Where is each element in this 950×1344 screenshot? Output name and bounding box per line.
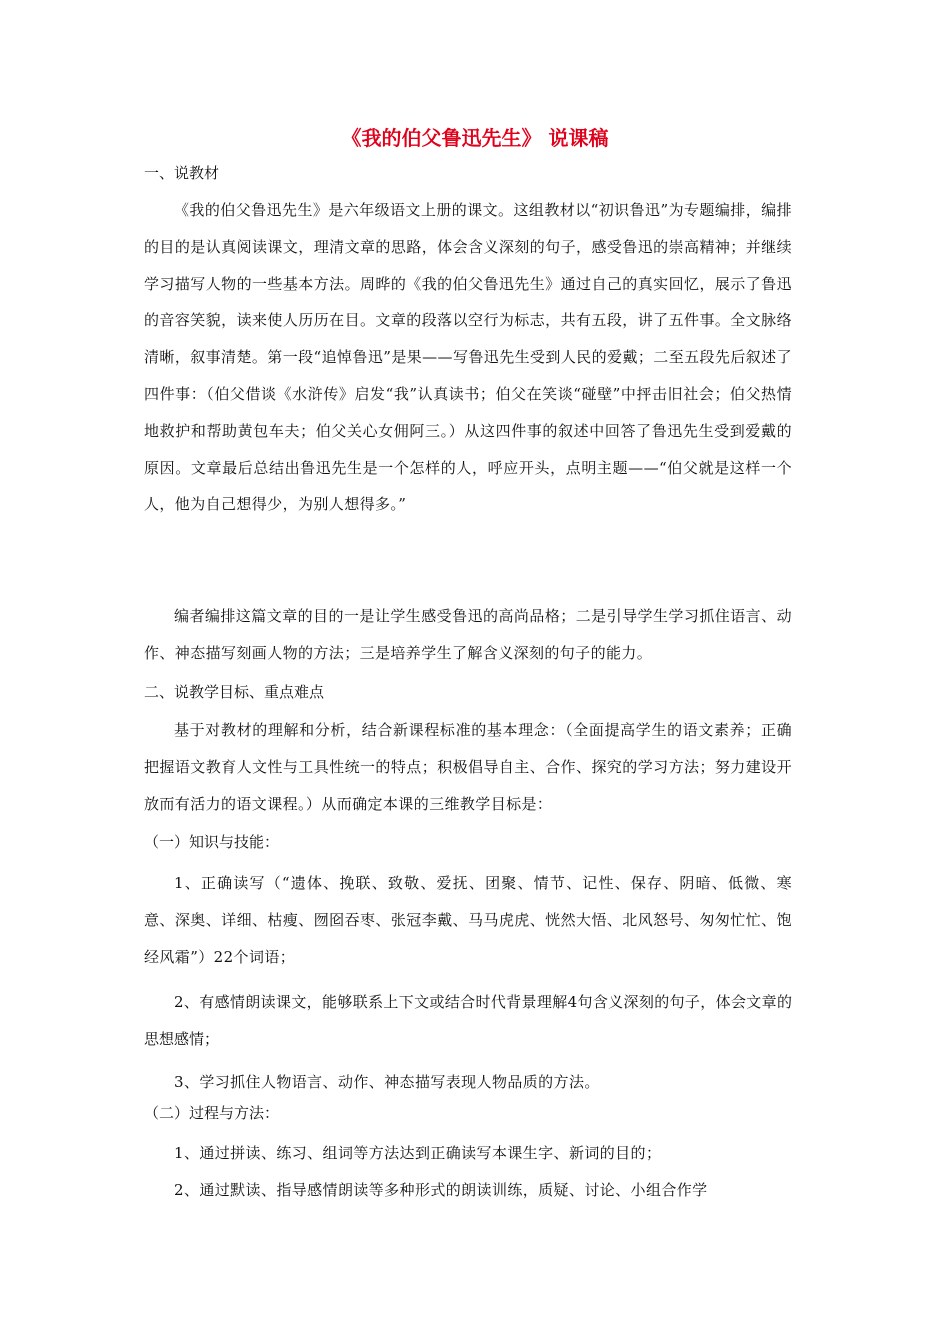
section-heading-goals: 二、说教学目标、重点难点 (144, 683, 325, 701)
paragraph-textbook-purpose: 编者编排这篇文章的目的一是让学生感受鲁迅的高尚品格；二是引导学生学习抓住语言、动作、神态描写刻画人物的方法；三是培养学生了解含义深刻的句子的能力。 (144, 607, 792, 662)
list-item-knowledge-2: 2、有感情朗读课文，能够联系上下文或结合时代背景理解4句含义深刻的句子，体会文章的思想感情； (144, 993, 792, 1048)
list-item-process-2: 2、通过默读、指导感情朗读等多种形式的朗读训练，质疑、讨论、小组合作学 (174, 1181, 708, 1199)
list-item-knowledge-1: 1、正确读写（“遗体、挽联、致敬、爱抚、团聚、情节、记性、保存、阴暗、低微、寒意、深奥、详细、枯瘦、囫囵吞枣、张冠李戴、马马虎虎、恍然大悟、北风怒号、匆匆忙忙、饱经风霜”）22个词语； (144, 874, 792, 966)
subheading-knowledge-skills: （一）知识与技能： (144, 833, 280, 851)
paragraph-goals-intro: 基于对教材的理解和分析，结合新课程标准的基本理念：（全面提高学生的语文素养；正确把握语文教育人文性与工具性统一的特点；积极倡导自主、合作、探究的学习方法；努力建设开放而有活力的语文课程。）从而确定本课的三维教学目标是： (144, 721, 792, 813)
paragraph-textbook-intro: 《我的伯父鲁迅先生》是六年级语文上册的课文。这组教材以“初识鲁迅”为专题编排，编排的目的是认真阅读课文，理清文章的思路，体会含义深刻的句子，感受鲁迅的崇高精神；并继续学习描写人物的一些基本方法。周晔的《我的伯父鲁迅先生》通过自己的真实回忆，展示了鲁迅的音容笑貌，读来使人历历在目。文章的段落以空行为标志，共有五段，讲了五件事。全文脉络清晰，叙事清楚。第一段“追悼鲁迅”是果——写鲁迅先生受到人民的爱戴；二至五段先后叙述了四件事：（伯父借谈《水浒传》启发“我”认真读书；伯父在笑谈“碰壁”中抨击旧社会；伯父热情地救护和帮助黄包车夫；伯父关心女佣阿三。）从这四件事的叙述中回答了鲁迅先生受到爱戴的原因。文章最后总结出鲁迅先生是一个怎样的人，呼应开头，点明主题——“伯父就是这样一个人，他为自己想得少，为别人想得多。” (144, 201, 792, 514)
subheading-process-methods: （二）过程与方法： (144, 1104, 280, 1122)
section-heading-textbook: 一、说教材 (144, 164, 220, 182)
document-title: 《我的伯父鲁迅先生》 说课稿 (341, 126, 609, 150)
list-item-process-1: 1、通过拼读、练习、组词等方法达到正确读写本课生字、新词的目的； (174, 1144, 662, 1162)
list-item-knowledge-3: 3、学习抓住人物语言、动作、神态描写表现人物品质的方法。 (174, 1073, 600, 1091)
